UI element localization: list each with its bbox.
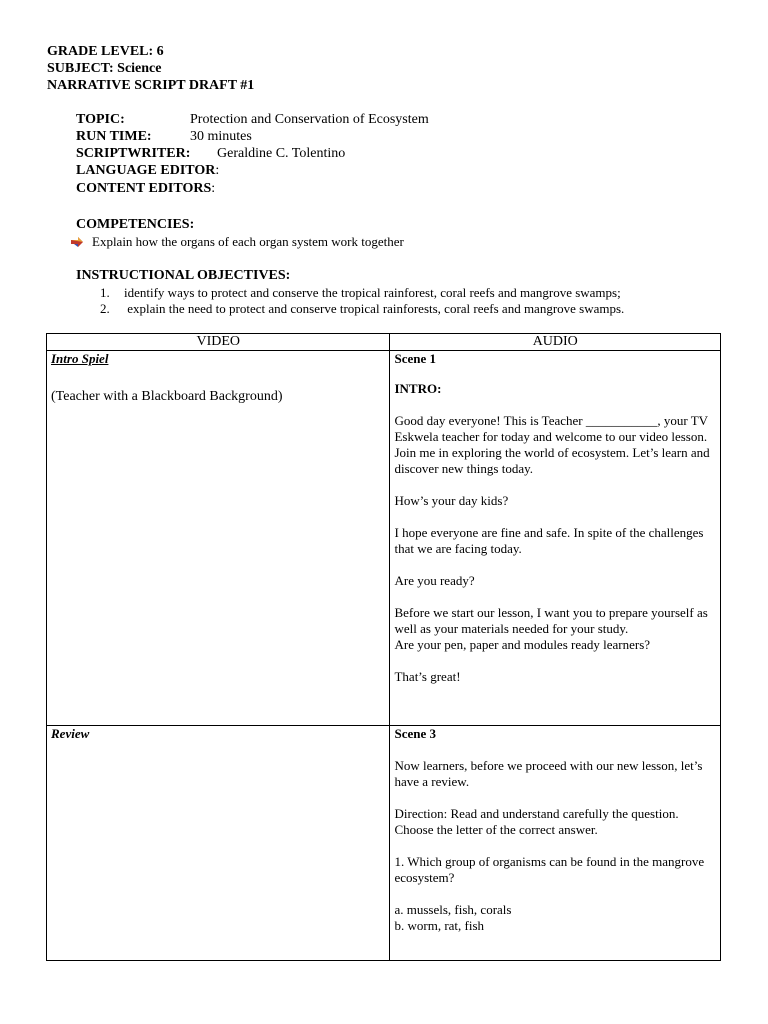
arrow-bullet-icon <box>70 235 84 247</box>
audio-line: Are you ready? <box>394 573 475 588</box>
audio-cell <box>390 726 721 961</box>
language-editor-label: LANGUAGE EDITOR <box>76 163 216 178</box>
audio-line: ecosystem? <box>394 870 455 885</box>
grade-level: GRADE LEVEL: 6 <box>47 44 164 59</box>
scene-label: Scene 3 <box>394 726 437 741</box>
video-note: (Teacher with a Blackboard Background) <box>51 389 283 404</box>
content-editors-row <box>76 180 215 197</box>
content-editors-colon: : <box>211 181 216 196</box>
scriptwriter-label: SCRIPTWRITER: <box>76 146 191 161</box>
run-time-label: RUN TIME: <box>76 129 152 144</box>
audio-line: 1. Which group of organisms can be found in the mangrove <box>394 854 705 869</box>
video-section-title: Review <box>51 726 90 741</box>
topic-label: TOPIC: <box>76 112 125 127</box>
video-column-header: VIDEO <box>47 334 390 351</box>
audio-line: That’s great! <box>394 669 461 684</box>
objective-item <box>100 285 621 301</box>
audio-line: I hope everyone are fine and safe. In spite of the challenges that we are facing today. <box>394 525 704 556</box>
audio-column-header: AUDIO <box>390 334 721 351</box>
language-editor-colon: : <box>215 163 220 178</box>
competencies-title: COMPETENCIES: <box>76 217 195 232</box>
answer-choice: a. mussels, fish, corals <box>394 902 512 917</box>
audio-line: Now learners, before we proceed with our new lesson, let’s have a review. <box>394 758 703 789</box>
audio-cell <box>390 351 721 726</box>
objectives-title: INSTRUCTIONAL OBJECTIVES: <box>76 268 291 283</box>
subject-label: SUBJECT: <box>47 61 114 76</box>
topic-row <box>76 111 429 128</box>
objective-text: identify ways to protect and conserve the tropical rainforest, coral reefs and mangrove swamps; <box>124 285 621 300</box>
audio-line: Good day everyone! This is Teacher ___________, your TV Eskwela teacher for today and welcome to our video lesson. Join me in exploring the world of ecosystem. Let’s learn and discover new things today. <box>394 413 710 476</box>
language-editor-row <box>76 162 219 179</box>
audio-line: How’s your day kids? <box>394 493 509 508</box>
objective-text: explain the need to protect and conserve tropical rainforests, coral reefs and mangrove swamps. <box>124 301 625 316</box>
competency-text: Explain how the organs of each organ system work together <box>92 234 404 249</box>
audio-line: Are your pen, paper and modules ready learners? <box>394 637 651 652</box>
video-cell <box>47 726 390 961</box>
video-section-title: Intro Spiel <box>51 351 109 366</box>
audio-line: Before we start our lesson, I want you to prepare yourself as well as your materials needed for your study. <box>394 605 708 636</box>
subject-value: Science <box>117 61 162 76</box>
video-cell <box>47 351 390 726</box>
scene-label: Scene 1 <box>394 351 437 366</box>
scriptwriter-row <box>76 145 345 162</box>
table-row <box>47 351 721 726</box>
scriptwriter-value: Geraldine C. Tolentino <box>217 146 346 161</box>
run-time-row <box>76 128 252 145</box>
script-table <box>46 333 721 961</box>
table-header-row <box>47 334 721 351</box>
subject-line <box>47 60 161 77</box>
competency-item <box>70 233 404 250</box>
audio-line: Direction: Read and understand carefully the question. Choose the letter of the correct answer. <box>394 806 679 837</box>
topic-value: Protection and Conservation of Ecosystem <box>190 112 429 127</box>
objective-number: 2. <box>100 301 110 316</box>
content-editors-label: CONTENT EDITORS <box>76 181 212 196</box>
objective-number: 1. <box>100 285 110 300</box>
intro-label: INTRO: <box>394 381 442 396</box>
answer-choice: b. worm, rat, fish <box>394 918 485 933</box>
run-time-value: 30 minutes <box>190 129 252 144</box>
table-row <box>47 726 721 961</box>
draft-title: NARRATIVE SCRIPT DRAFT #1 <box>47 78 255 93</box>
objective-item <box>100 301 624 317</box>
